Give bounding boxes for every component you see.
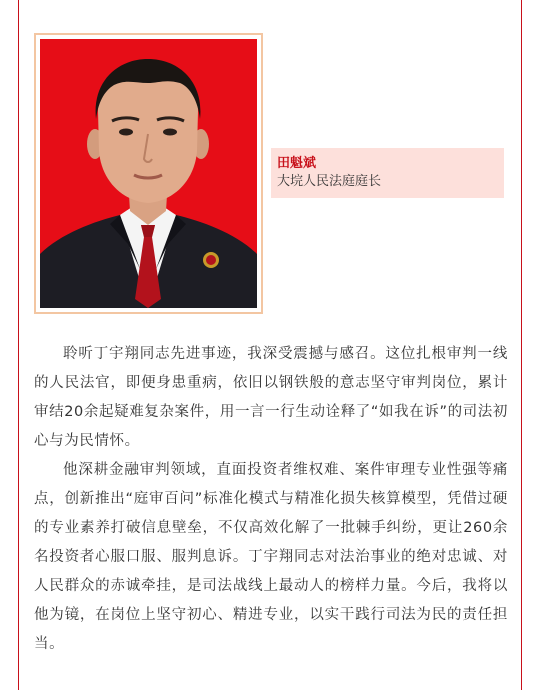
person-name: 田魁斌 [277, 155, 317, 170]
left-border-line [18, 0, 19, 690]
person-title: 大垸人民法庭庭长 [277, 173, 382, 188]
portrait-photo [40, 39, 257, 308]
name-card [271, 148, 504, 198]
article-body [34, 340, 508, 659]
portrait-illustration [40, 39, 257, 308]
right-border-line [521, 0, 522, 690]
paragraph-1: 聆听丁宇翔同志先进事迹，我深受震撼与感召。这位扎根审判一线的人民法官，即便身患重病，依旧以钢铁般的意志坚守审判岗位，累计审结20余起疑难复杂案件，用一言一行生动诠释了“如我在诉”的司法初心与为民情怀。 [34, 346, 508, 449]
paragraph-2: 他深耕金融审判领域，直面投资者维权难、案件审理专业性强等痛点，创新推出“庭审百问”标准化模式与精准化损失核算模型，凭借过硬的专业素养打破信息壁垒，不仅高效化解了一批棘手纠纷，更让260余名投资者心服口服、服判息诉。丁宇翔同志对法治事业的绝对忠诚、对人民群众的赤诚牵挂，是司法战线上最动人的榜样力量。今后，我将以他为镜，在岗位上坚守初心、精进专业，以实干践行司法为民的责任担当。 [34, 462, 508, 652]
